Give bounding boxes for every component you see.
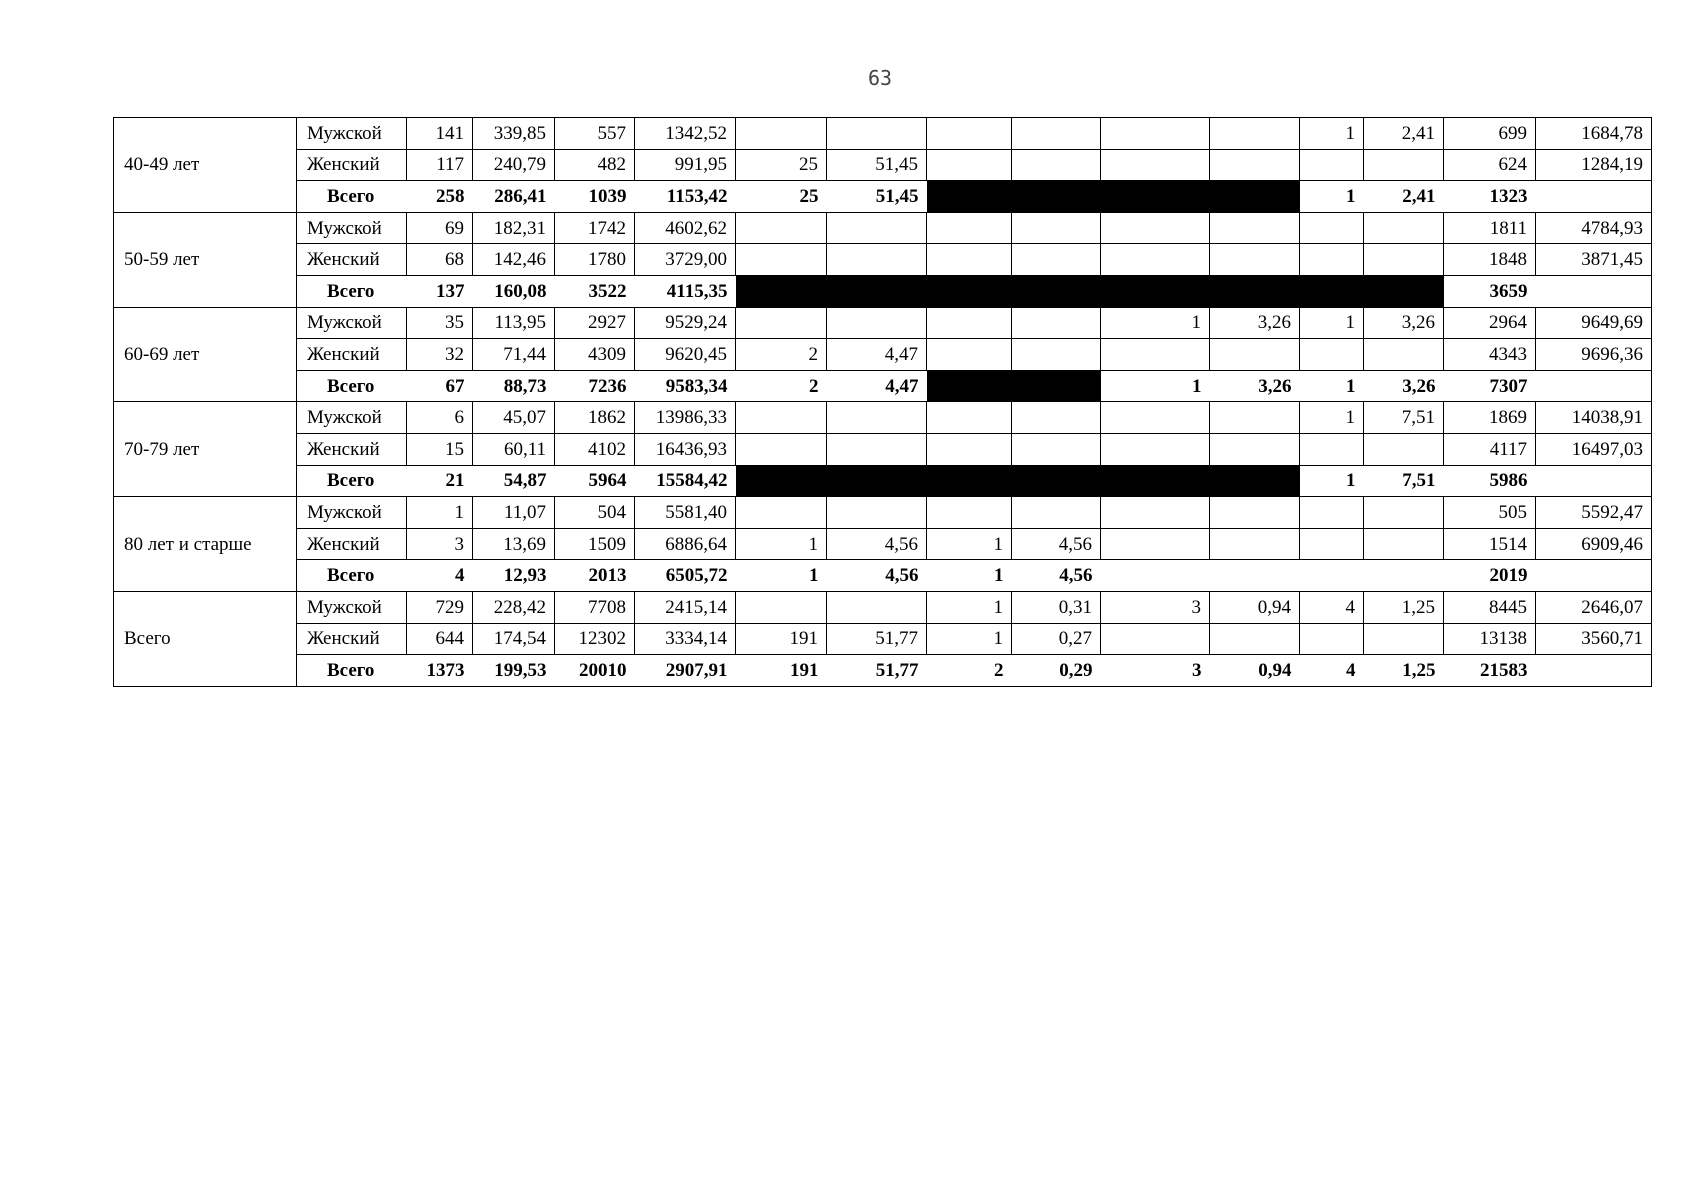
table-cell: 113,95: [473, 307, 555, 339]
table-cell: 13138: [1444, 623, 1536, 655]
table-cell: 13986,33: [635, 402, 736, 434]
table-cell: 0,94: [1210, 591, 1300, 623]
table-cell: [1210, 560, 1300, 592]
table-cell: [1210, 433, 1300, 465]
sex-label: Женский: [297, 528, 407, 560]
table-cell: [1210, 402, 1300, 434]
total-row: [114, 275, 1652, 307]
table-cell: [1101, 118, 1210, 150]
table-cell: 1: [1101, 307, 1210, 339]
table-cell: [1210, 528, 1300, 560]
table-cell: 142,46: [473, 244, 555, 276]
total-label: Всего: [297, 560, 407, 592]
table-cell: 14038,91: [1536, 402, 1652, 434]
table-cell: 16497,03: [1536, 433, 1652, 465]
table-cell: 4,56: [1012, 528, 1101, 560]
table-cell: 228,42: [473, 591, 555, 623]
table-cell: [1210, 339, 1300, 371]
table-cell: [1300, 623, 1364, 655]
table-cell: 2646,07: [1536, 591, 1652, 623]
table-cell: 3: [407, 528, 473, 560]
table-cell: [736, 433, 827, 465]
table-cell: 3659: [1444, 275, 1536, 307]
table-cell: [927, 497, 1012, 529]
table-cell: [927, 402, 1012, 434]
total-label: Всего: [297, 275, 407, 307]
table-cell: 68: [407, 244, 473, 276]
redacted-cell: [827, 465, 927, 497]
table-cell: 2019: [1444, 560, 1536, 592]
table-cell: [736, 591, 827, 623]
table-cell: 991,95: [635, 149, 736, 181]
table-cell: 1: [736, 560, 827, 592]
table-cell: [1536, 560, 1652, 592]
table-cell: [736, 212, 827, 244]
redacted-cell: [1300, 275, 1364, 307]
total-label: Всего: [297, 655, 407, 687]
table-cell: [1012, 244, 1101, 276]
table-cell: 6909,46: [1536, 528, 1652, 560]
table-cell: 504: [555, 497, 635, 529]
table-cell: 2013: [555, 560, 635, 592]
table-row: [114, 339, 1652, 371]
table-cell: 1780: [555, 244, 635, 276]
table-cell: 4: [1300, 591, 1364, 623]
table-cell: [1536, 370, 1652, 402]
table-cell: 3729,00: [635, 244, 736, 276]
table-cell: [1364, 433, 1444, 465]
table-cell: 2907,91: [635, 655, 736, 687]
table-cell: [1364, 528, 1444, 560]
table-cell: 7236: [555, 370, 635, 402]
table-cell: 4: [407, 560, 473, 592]
table-cell: 4343: [1444, 339, 1536, 371]
table-cell: 5581,40: [635, 497, 736, 529]
table-cell: 4,47: [827, 339, 927, 371]
redacted-cell: [1012, 275, 1101, 307]
table-row: [114, 244, 1652, 276]
table-cell: 1: [927, 591, 1012, 623]
table-cell: [1101, 623, 1210, 655]
table-cell: 505: [1444, 497, 1536, 529]
age-group-label: 70-79 лет: [114, 402, 297, 497]
table-cell: [1012, 339, 1101, 371]
table-cell: [1012, 402, 1101, 434]
table-cell: 137: [407, 275, 473, 307]
table-cell: [1012, 433, 1101, 465]
table-cell: 557: [555, 118, 635, 150]
table-cell: 9649,69: [1536, 307, 1652, 339]
table-cell: [827, 118, 927, 150]
table-cell: [1364, 212, 1444, 244]
table-cell: [1300, 244, 1364, 276]
table-cell: 1509: [555, 528, 635, 560]
table-row: [114, 528, 1652, 560]
table-cell: 4784,93: [1536, 212, 1652, 244]
sex-label: Женский: [297, 623, 407, 655]
table-cell: 7,51: [1364, 465, 1444, 497]
table-cell: [736, 402, 827, 434]
table-cell: [927, 212, 1012, 244]
table-cell: [1012, 307, 1101, 339]
sex-label: Мужской: [297, 307, 407, 339]
table-cell: [1300, 149, 1364, 181]
redacted-cell: [927, 370, 1012, 402]
table-cell: 1: [927, 560, 1012, 592]
table-cell: [736, 307, 827, 339]
table-cell: [1536, 465, 1652, 497]
table-cell: 4115,35: [635, 275, 736, 307]
table-cell: 1: [736, 528, 827, 560]
table-cell: 25: [736, 181, 827, 213]
table-cell: 191: [736, 623, 827, 655]
table-cell: 8445: [1444, 591, 1536, 623]
table-cell: 1: [1300, 465, 1364, 497]
table-cell: 141: [407, 118, 473, 150]
table-cell: [827, 433, 927, 465]
table-cell: 1848: [1444, 244, 1536, 276]
table-cell: 6505,72: [635, 560, 736, 592]
table-cell: 7,51: [1364, 402, 1444, 434]
total-label: Всего: [297, 465, 407, 497]
table-cell: [827, 402, 927, 434]
table-cell: [1210, 118, 1300, 150]
table-cell: [1300, 497, 1364, 529]
table-cell: [1210, 623, 1300, 655]
table-cell: [827, 497, 927, 529]
redacted-cell: [1101, 465, 1210, 497]
table-cell: [927, 433, 1012, 465]
table-cell: [1101, 244, 1210, 276]
redacted-cell: [1210, 181, 1300, 213]
table-cell: [1101, 212, 1210, 244]
table-cell: [1012, 497, 1101, 529]
table-cell: 2: [927, 655, 1012, 687]
redacted-cell: [1012, 465, 1101, 497]
table-cell: [1101, 528, 1210, 560]
table-cell: 0,31: [1012, 591, 1101, 623]
table-cell: 644: [407, 623, 473, 655]
table-cell: [1364, 560, 1444, 592]
table-cell: [1364, 497, 1444, 529]
table-cell: [1101, 339, 1210, 371]
table-cell: [827, 244, 927, 276]
table-cell: [1012, 212, 1101, 244]
table-cell: 182,31: [473, 212, 555, 244]
table-cell: 4,56: [1012, 560, 1101, 592]
table-cell: [1101, 433, 1210, 465]
statistics-table: [113, 117, 1651, 687]
table-cell: 2,41: [1364, 181, 1444, 213]
table-row: [114, 497, 1652, 529]
table-cell: [1364, 149, 1444, 181]
table-cell: [1300, 433, 1364, 465]
table-cell: 16436,93: [635, 433, 736, 465]
total-row: [114, 655, 1652, 687]
table-cell: 51,77: [827, 655, 927, 687]
table-cell: 729: [407, 591, 473, 623]
table-cell: [1210, 212, 1300, 244]
table-cell: 60,11: [473, 433, 555, 465]
sex-label: Мужской: [297, 212, 407, 244]
sex-label: Женский: [297, 149, 407, 181]
table-cell: 1: [927, 623, 1012, 655]
table-cell: [736, 497, 827, 529]
table-cell: 4: [1300, 655, 1364, 687]
table-cell: [927, 149, 1012, 181]
table-cell: 2,41: [1364, 118, 1444, 150]
table-row: [114, 118, 1652, 150]
table-cell: 21: [407, 465, 473, 497]
table-cell: [827, 212, 927, 244]
table-row: [114, 402, 1652, 434]
table-cell: [927, 118, 1012, 150]
table-cell: [1364, 244, 1444, 276]
table-cell: 69: [407, 212, 473, 244]
table-cell: 1284,19: [1536, 149, 1652, 181]
table-cell: 240,79: [473, 149, 555, 181]
table-cell: 1323: [1444, 181, 1536, 213]
sex-label: Мужской: [297, 402, 407, 434]
total-row: [114, 465, 1652, 497]
table-cell: 51,77: [827, 623, 927, 655]
table-cell: [1101, 560, 1210, 592]
table-cell: [827, 307, 927, 339]
table-cell: 9529,24: [635, 307, 736, 339]
table-cell: 5592,47: [1536, 497, 1652, 529]
table-cell: 174,54: [473, 623, 555, 655]
sex-label: Женский: [297, 433, 407, 465]
table-cell: 191: [736, 655, 827, 687]
table-cell: 1: [407, 497, 473, 529]
table-row: [114, 623, 1652, 655]
table-row: [114, 307, 1652, 339]
table-cell: [1364, 339, 1444, 371]
sex-label: Мужской: [297, 591, 407, 623]
table-cell: [1536, 181, 1652, 213]
table-cell: 4117: [1444, 433, 1536, 465]
table-cell: [1210, 244, 1300, 276]
table-cell: 1862: [555, 402, 635, 434]
total-row: [114, 370, 1652, 402]
age-group-label: 80 лет и старше: [114, 497, 297, 592]
table-cell: 1,25: [1364, 655, 1444, 687]
table-cell: [827, 591, 927, 623]
table-cell: [1012, 149, 1101, 181]
table-cell: 1514: [1444, 528, 1536, 560]
table-cell: 1684,78: [1536, 118, 1652, 150]
table-cell: 160,08: [473, 275, 555, 307]
table-cell: [1536, 655, 1652, 687]
table-cell: 3522: [555, 275, 635, 307]
redacted-cell: [927, 465, 1012, 497]
redacted-cell: [827, 275, 927, 307]
table-cell: [1300, 560, 1364, 592]
total-label: Всего: [297, 181, 407, 213]
table-cell: 4,56: [827, 560, 927, 592]
table-cell: 1373: [407, 655, 473, 687]
redacted-cell: [736, 465, 827, 497]
table-cell: 21583: [1444, 655, 1536, 687]
redacted-cell: [1210, 275, 1300, 307]
table-cell: 1: [1300, 181, 1364, 213]
redacted-cell: [927, 181, 1012, 213]
table-cell: 25: [736, 149, 827, 181]
table-cell: 9696,36: [1536, 339, 1652, 371]
table-row: [114, 149, 1652, 181]
total-row: [114, 560, 1652, 592]
table-cell: 7307: [1444, 370, 1536, 402]
table-cell: 699: [1444, 118, 1536, 150]
table-cell: 2964: [1444, 307, 1536, 339]
table-cell: 12,93: [473, 560, 555, 592]
table-cell: 2927: [555, 307, 635, 339]
redacted-cell: [1101, 181, 1210, 213]
table-cell: 11,07: [473, 497, 555, 529]
table-cell: [927, 339, 1012, 371]
table-cell: 1: [1300, 402, 1364, 434]
redacted-cell: [927, 275, 1012, 307]
redacted-cell: [1101, 275, 1210, 307]
table-cell: 15: [407, 433, 473, 465]
table-cell: 5986: [1444, 465, 1536, 497]
table-cell: 4,47: [827, 370, 927, 402]
table-row: [114, 591, 1652, 623]
table-cell: 3,26: [1210, 370, 1300, 402]
table-cell: 13,69: [473, 528, 555, 560]
table-cell: 482: [555, 149, 635, 181]
table-cell: 1: [927, 528, 1012, 560]
table-cell: [1536, 275, 1652, 307]
table-cell: [736, 244, 827, 276]
table-cell: 1742: [555, 212, 635, 244]
table-cell: 3871,45: [1536, 244, 1652, 276]
table-cell: 1869: [1444, 402, 1536, 434]
table-cell: 3334,14: [635, 623, 736, 655]
table-cell: 5964: [555, 465, 635, 497]
table-cell: 3560,71: [1536, 623, 1652, 655]
table-cell: 2415,14: [635, 591, 736, 623]
table-cell: 1342,52: [635, 118, 736, 150]
page-number: 63: [867, 66, 893, 90]
total-row: [114, 181, 1652, 213]
table-cell: 4102: [555, 433, 635, 465]
age-group-label: 60-69 лет: [114, 307, 297, 402]
table-cell: [1300, 339, 1364, 371]
table-cell: 286,41: [473, 181, 555, 213]
table-cell: 3,26: [1364, 307, 1444, 339]
table-cell: 3: [1101, 655, 1210, 687]
age-group-label: Всего: [114, 591, 297, 686]
table-cell: 117: [407, 149, 473, 181]
table-row: [114, 433, 1652, 465]
redacted-cell: [736, 275, 827, 307]
table-cell: [1300, 528, 1364, 560]
table-cell: 2: [736, 370, 827, 402]
table-cell: [736, 118, 827, 150]
table-cell: 71,44: [473, 339, 555, 371]
table-cell: 1811: [1444, 212, 1536, 244]
sex-label: Женский: [297, 244, 407, 276]
table-cell: 12302: [555, 623, 635, 655]
table-cell: 9620,45: [635, 339, 736, 371]
table-row: [114, 212, 1652, 244]
table-cell: 3,26: [1210, 307, 1300, 339]
age-group-label: 40-49 лет: [114, 118, 297, 213]
table-cell: 1: [1101, 370, 1210, 402]
table-cell: 199,53: [473, 655, 555, 687]
table-cell: 1153,42: [635, 181, 736, 213]
table-cell: [927, 307, 1012, 339]
table-cell: [927, 244, 1012, 276]
table-cell: 1: [1300, 118, 1364, 150]
age-group-label: 50-59 лет: [114, 212, 297, 307]
table-cell: 32: [407, 339, 473, 371]
total-label: Всего: [297, 370, 407, 402]
table-cell: 624: [1444, 149, 1536, 181]
redacted-cell: [1012, 181, 1101, 213]
table-cell: 67: [407, 370, 473, 402]
table-cell: 339,85: [473, 118, 555, 150]
table-cell: 20010: [555, 655, 635, 687]
table-cell: 2: [736, 339, 827, 371]
redacted-cell: [1364, 275, 1444, 307]
table-cell: 258: [407, 181, 473, 213]
table-cell: 0,29: [1012, 655, 1101, 687]
redacted-cell: [1210, 465, 1300, 497]
table-cell: 54,87: [473, 465, 555, 497]
table-cell: 6: [407, 402, 473, 434]
table-cell: 4602,62: [635, 212, 736, 244]
table-cell: 35: [407, 307, 473, 339]
table-cell: 0,27: [1012, 623, 1101, 655]
redacted-cell: [1012, 370, 1101, 402]
table-cell: 1: [1300, 307, 1364, 339]
table-cell: 3: [1101, 591, 1210, 623]
table-cell: 1,25: [1364, 591, 1444, 623]
data-table: [113, 117, 1652, 687]
table-cell: [1364, 623, 1444, 655]
table-cell: 9583,34: [635, 370, 736, 402]
table-cell: 1039: [555, 181, 635, 213]
table-cell: 45,07: [473, 402, 555, 434]
table-cell: [1210, 149, 1300, 181]
sex-label: Женский: [297, 339, 407, 371]
table-cell: 0,94: [1210, 655, 1300, 687]
table-cell: [1101, 149, 1210, 181]
table-cell: 1: [1300, 370, 1364, 402]
table-cell: 6886,64: [635, 528, 736, 560]
table-cell: 51,45: [827, 181, 927, 213]
table-cell: [1101, 402, 1210, 434]
table-cell: [1101, 497, 1210, 529]
table-cell: [1300, 212, 1364, 244]
table-cell: 7708: [555, 591, 635, 623]
table-cell: 3,26: [1364, 370, 1444, 402]
table-cell: 51,45: [827, 149, 927, 181]
table-cell: [1210, 497, 1300, 529]
sex-label: Мужской: [297, 497, 407, 529]
sex-label: Мужской: [297, 118, 407, 150]
table-cell: 4,56: [827, 528, 927, 560]
table-cell: [1012, 118, 1101, 150]
table-cell: 4309: [555, 339, 635, 371]
table-cell: 15584,42: [635, 465, 736, 497]
table-cell: 88,73: [473, 370, 555, 402]
